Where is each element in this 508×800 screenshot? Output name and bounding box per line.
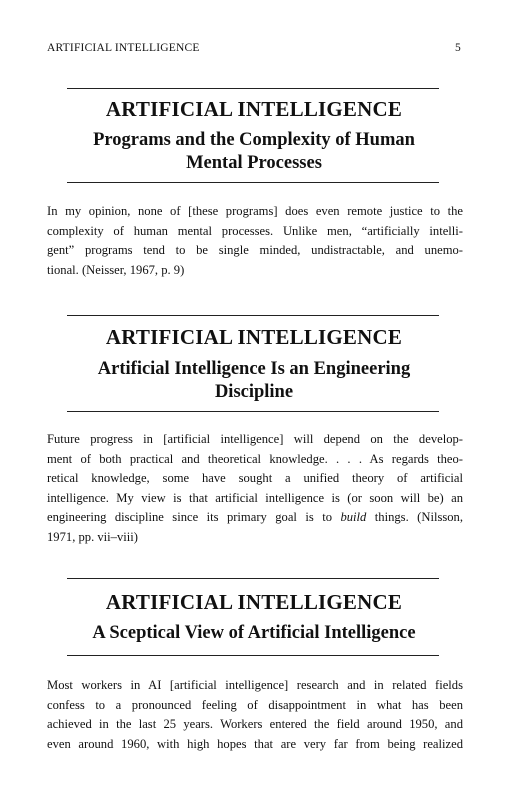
quote-paragraph <box>47 676 463 754</box>
section-title: ARTIFICIAL INTELLIGENCE <box>105 97 403 121</box>
quote-line: achieved in the last 25 years. Workers entered the field around 1950, and <box>47 717 463 731</box>
quote-line: In my opinion, none of [these programs] does even remote justice to the <box>47 204 463 218</box>
quote-line: ment of both practical and theoretical knowledge. . . . As regards theo- <box>47 451 463 466</box>
quote-line: even around 1960, with high hopes that are very far from being realized <box>47 736 463 751</box>
running-head-title: ARTIFICIAL INTELLIGENCE <box>47 42 200 54</box>
section-top-rule <box>67 315 439 316</box>
section-subtitle-line: Discipline <box>214 382 294 402</box>
section-subtitle-line: Artificial Intelligence Is an Engineering <box>97 359 411 379</box>
section-subtitle-line: A Sceptical View of Artificial Intelligence <box>92 623 416 643</box>
quote-line: intelligence. My view is that artificial intelligence is (or soon will be) an <box>47 490 463 505</box>
running-head <box>47 42 461 54</box>
section-subtitle <box>60 622 448 645</box>
quote-paragraph <box>47 202 463 280</box>
page-number: 5 <box>455 42 461 54</box>
section-bottom-rule <box>67 411 439 412</box>
quote-line: Future progress in [artificial intelligence] will depend on the develop- <box>47 432 463 446</box>
quote-line: tional. (Neisser, 1967, p. 9) <box>47 262 185 277</box>
section-title: ARTIFICIAL INTELLIGENCE <box>105 590 403 614</box>
section-subtitle <box>60 358 448 404</box>
quote-line: retical knowledge, some have sought a unified theory of artificial <box>47 471 463 485</box>
section-bottom-rule <box>67 182 439 183</box>
quote-line: 1971, pp. vii–viii) <box>47 529 138 544</box>
section-bottom-rule <box>67 655 439 656</box>
section-title: ARTIFICIAL INTELLIGENCE <box>105 325 403 349</box>
quote-line: confess to a pronounced feeling of disappointment in what has been <box>47 697 463 712</box>
section-subtitle-line: Mental Processes <box>186 153 322 173</box>
section-top-rule <box>67 88 439 89</box>
section-subtitle-line: Programs and the Complexity of Human <box>93 130 415 150</box>
section-subtitle <box>60 129 448 175</box>
section-top-rule <box>67 578 439 579</box>
quote-paragraph <box>47 430 463 547</box>
quote-line: Most workers in AI [artificial intelligence] research and in related fields <box>47 678 463 692</box>
quote-line: complexity of human mental processes. Unlike men, “artificially intelli- <box>47 223 463 238</box>
quote-line: engineering discipline since its primary goal is to build things. (Nilsson, <box>47 510 463 524</box>
quote-line: gent” programs tend to be single minded, undistractable, and unemo- <box>47 243 463 257</box>
